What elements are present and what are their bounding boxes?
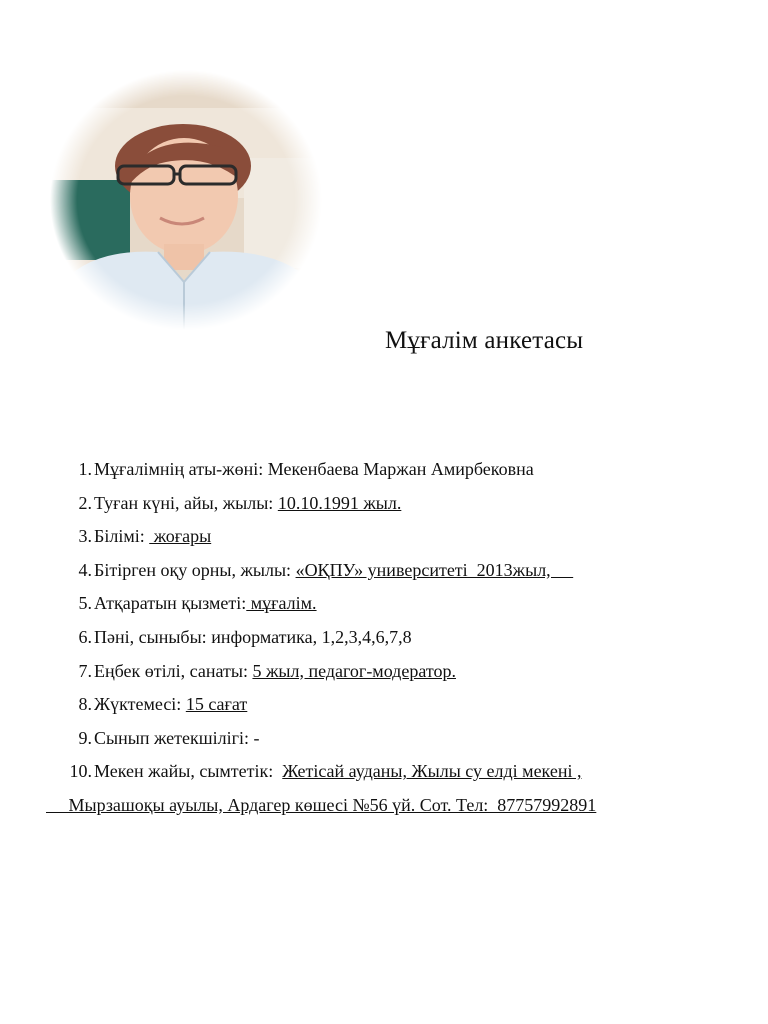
portrait-image bbox=[48, 68, 324, 332]
teacher-photo bbox=[48, 68, 324, 332]
item-value: жоғары bbox=[149, 526, 212, 547]
list-item-birth-date bbox=[56, 489, 736, 523]
item-label: Жүктемесі: bbox=[94, 694, 186, 715]
list-item-education bbox=[56, 522, 736, 556]
item-label: Мұғалімнің аты-жөні: bbox=[94, 459, 268, 479]
list-item-workload bbox=[56, 690, 736, 724]
item-value: Жетісай ауданы, Жылы су елді мекені , bbox=[282, 761, 582, 782]
item-value: Мекенбаева Маржан Амирбековна bbox=[267, 459, 534, 479]
item-number: 9. bbox=[78, 727, 92, 748]
item-label: Туған күні, айы, жылы: bbox=[94, 492, 278, 513]
item-value: 10.10.1991 жыл. bbox=[277, 492, 402, 513]
item-number: 7. bbox=[78, 660, 92, 681]
item-label: Еңбек өтілі, санаты: bbox=[94, 660, 253, 681]
item-number: 4. bbox=[78, 559, 92, 580]
item-value: информатика, 1,2,3,4,6,7,8 bbox=[211, 626, 412, 647]
list-item-address bbox=[56, 757, 736, 791]
page-title: Мұғалім анкетасы bbox=[385, 326, 584, 354]
item-number: 10. bbox=[69, 761, 92, 782]
item-number: 2. bbox=[78, 492, 92, 513]
item-label: Пәні, сыныбы: bbox=[94, 626, 212, 647]
item-label: Сынып жетекшілігі: bbox=[94, 727, 254, 748]
item-value: - bbox=[253, 727, 260, 748]
item-number: 6. bbox=[78, 626, 92, 647]
list-item-subject bbox=[56, 623, 736, 657]
questionnaire-list bbox=[56, 455, 736, 791]
list-item-class-teacher bbox=[56, 724, 736, 758]
item-label: Мекен жайы, сымтетік: bbox=[94, 761, 283, 782]
item-label: Атқаратын қызметі: bbox=[94, 593, 247, 614]
list-item-full-name bbox=[56, 455, 736, 489]
item-number: 8. bbox=[78, 694, 92, 715]
item-number: 3. bbox=[78, 526, 92, 547]
item-label: Бітірген оқу орны, жылы: bbox=[94, 559, 296, 580]
list-item-position bbox=[56, 589, 736, 623]
list-item-graduated bbox=[56, 556, 736, 590]
item-number: 5. bbox=[78, 593, 92, 614]
item-value: 15 сағат bbox=[185, 694, 248, 715]
item-value: 5 жыл, педагог-модератор. bbox=[252, 660, 456, 681]
item-value: мұғалім. bbox=[246, 593, 317, 614]
item-number: 1. bbox=[78, 459, 92, 479]
list-item-experience bbox=[56, 657, 736, 691]
item-label: Білімі: bbox=[94, 526, 150, 547]
address-continuation: Мырзашоқы ауылы, Ардагер көшесі №56 үй. Сот. Тел: 87757992891 bbox=[46, 795, 597, 815]
item-value: «ОҚПУ» университеті 2013жыл, bbox=[295, 559, 574, 580]
